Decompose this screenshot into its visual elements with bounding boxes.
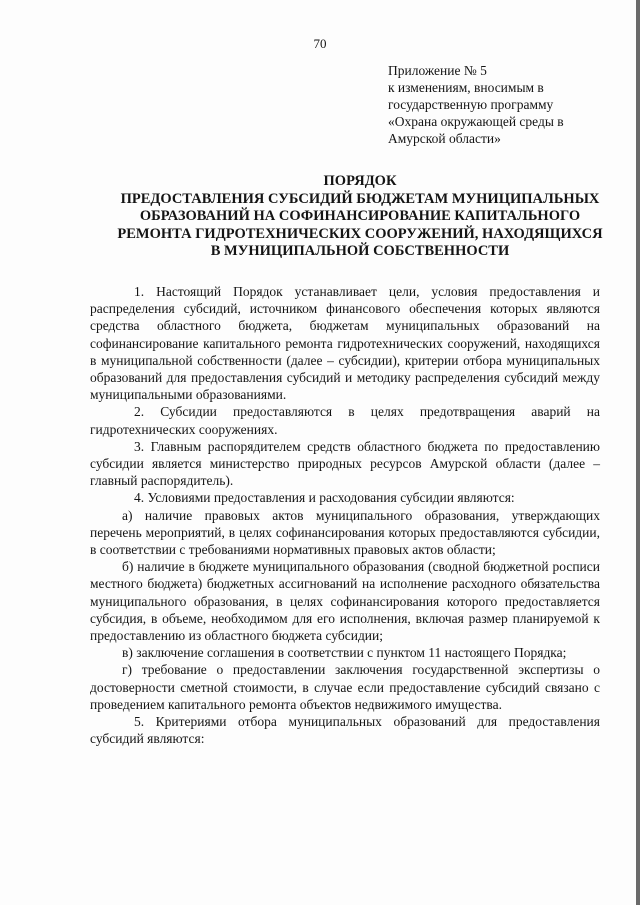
title-line: ОБРАЗОВАНИЙ НА СОФИНАНСИРОВАНИЕ КАПИТАЛЬНОГО [139, 208, 581, 224]
appendix-note [388, 62, 618, 147]
page-number: 70 [313, 36, 327, 51]
title-line: ПРЕДОСТАВЛЕНИЯ СУБСИДИЙ БЮДЖЕТАМ МУНИЦИПАЛЬНЫХ [120, 190, 600, 207]
subparagraph-v: в) заключение соглашения в соответствии с пунктом 11 настоящего Порядка; [122, 645, 567, 661]
appendix-line: к изменениям, вносимым в [388, 80, 544, 95]
paragraph-1: 1. Настоящий Порядок устанавливает цели, условия предоставления и распределения субсидий, источником финансового обеспечения которых являются средства областного бюджета, бюджетам муниципальных образований на софинансирование капитального ремонта гидротехнических сооружений, находящихся в муниципальной собственности (далее – субсидии), критерии отбора муниципальных образований для предоставления субсидий и методику распределения субсидий между муниципальными образованиями. [90, 284, 600, 403]
document-title [80, 173, 640, 261]
paragraph-5: 5. Критериями отбора муниципальных образований для предоставления субсидий являются: [90, 714, 600, 747]
document-body [90, 283, 600, 747]
appendix-line: «Охрана окружающей среды в [388, 114, 564, 129]
subparagraph-a: а) наличие правовых актов муниципального образования, утверждающих перечень мероприятий, в целях софинансирования которых предоставляются субсидии, в соответствии с требованиями нормативных правовых актов области; [90, 507, 600, 558]
subparagraph-g: г) требование о предоставлении заключения государственной экспертизы о достоверности сметной стоимости, в случае если предоставление субсидий связано с проведением капитального ремонта объектов недвижимого имущества. [90, 662, 600, 712]
scan-edge-shadow [636, 0, 640, 905]
appendix-line: государственную программу [388, 97, 554, 112]
appendix-line: Амурской области» [388, 131, 501, 146]
paragraph-3: 3. Главным распорядителем средств областного бюджета по предоставлению субсидии является министерство природных ресурсов Амурской области (далее – главный распорядитель). [90, 438, 600, 489]
paragraph-2: 2. Субсидии предоставляются в целях предотвращения аварий на гидротехнических сооружениях. [90, 404, 600, 437]
subparagraph-b: б) наличие в бюджете муниципального образования (сводной бюджетной росписи местного бюджета) бюджетных ассигнований на исполнение расходного обязательства муниципального образования, в целях софинансирования которого предоставляется субсидия, в объеме, необходимом для его исполнения, включая размер планируемой к предоставлению из областного бюджета субсидии; [90, 559, 600, 644]
title-line: РЕМОНТА ГИДРОТЕХНИЧЕСКИХ СООРУЖЕНИЙ, НАХОДЯЩИХСЯ [117, 225, 603, 242]
title-line: ПОРЯДОК [323, 173, 397, 189]
title-line: В МУНИЦИПАЛЬНОЙ СОБСТВЕННОСТИ [210, 243, 510, 259]
paragraph-4: 4. Условиями предоставления и расходования субсидии являются: [134, 490, 515, 506]
appendix-line: Приложение № 5 [388, 63, 487, 78]
